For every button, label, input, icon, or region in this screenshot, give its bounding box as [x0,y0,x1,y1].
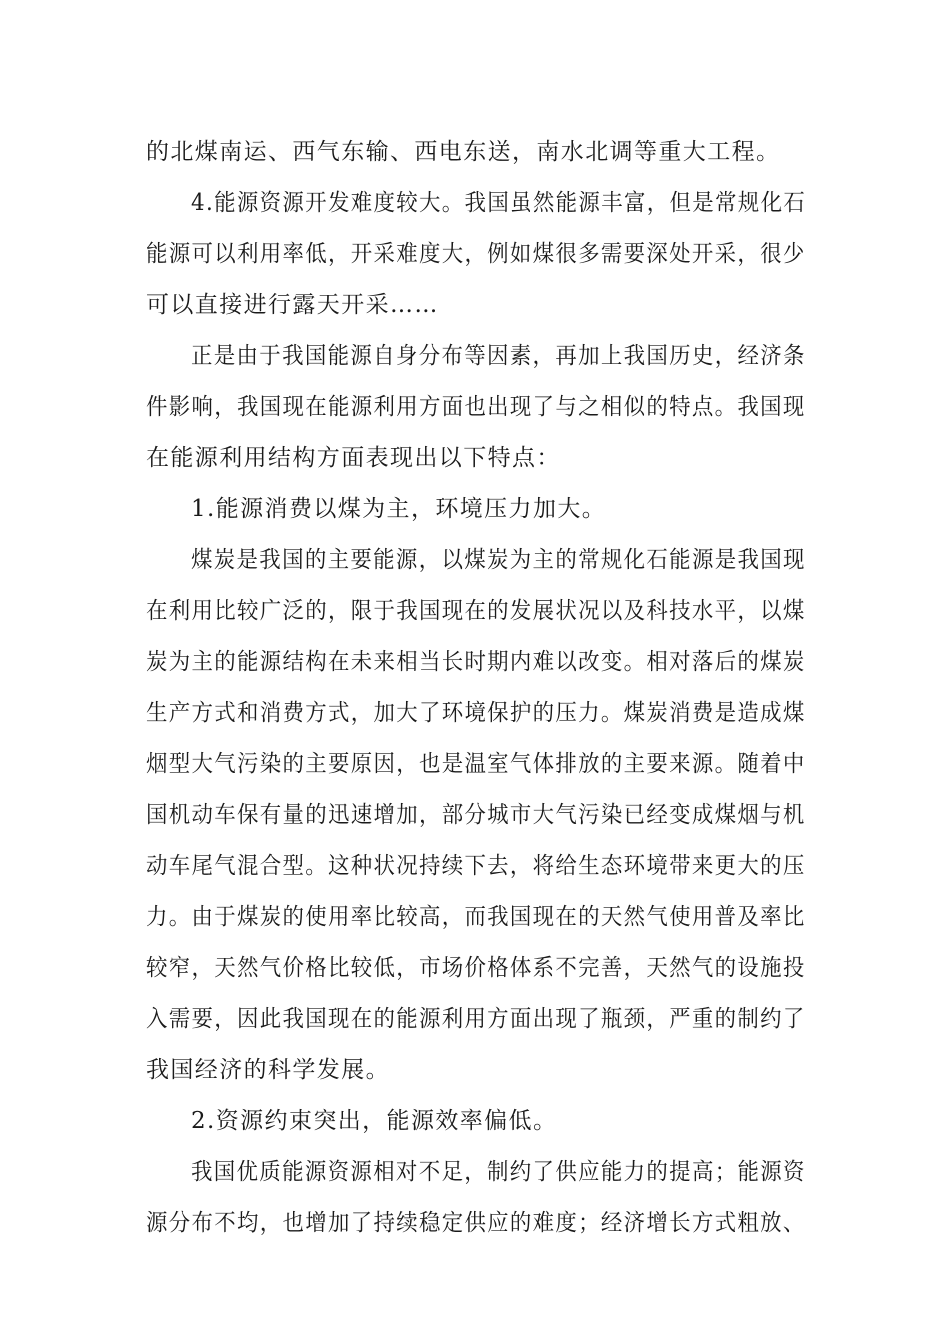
text-line-6: 件影响，我国现在能源利用方面也出现了与之相似的特点。我国现 [146,394,806,420]
text-line-21: 我国优质能源资源相对不足，制约了供应能力的提高；能源资 [191,1159,806,1185]
text-line-8: 1.能源消费以煤为主，环境压力加大。 [191,496,607,522]
text-line-18: 入需要，因此我国现在的能源利用方面出现了瓶颈，严重的制约了 [146,1006,806,1032]
text-line-16: 力。由于煤炭的使用率比较高，而我国现在的天然气使用普及率比 [146,904,806,930]
text-line-22: 源分布不均，也增加了持续稳定供应的难度；经济增长方式粗放、 [146,1210,806,1236]
text-line-13: 烟型大气污染的主要原因，也是温室气体排放的主要来源。随着中 [146,751,806,777]
text-line-20: 2.资源约束突出，能源效率偏低。 [191,1108,558,1134]
text-line-19: 我国经济的科学发展。 [146,1057,390,1083]
text-line-5: 正是由于我国能源自身分布等因素，再加上我国历史，经济条 [191,343,806,369]
text-line-11: 炭为主的能源结构在未来相当长时期内难以改变。相对落后的煤炭 [146,649,806,675]
text-line-12: 生产方式和消费方式，加大了环境保护的压力。煤炭消费是造成煤 [146,700,806,726]
text-line-7: 在能源利用结构方面表现出以下特点： [146,445,561,471]
text-line-14: 国机动车保有量的迅速增加，部分城市大气污染已经变成煤烟与机 [146,802,806,828]
text-line-15: 动车尾气混合型。这种状况持续下去，将给生态环境带来更大的压 [146,853,806,879]
text-line-1: 的北煤南运、西气东输、西电东送，南水北调等重大工程。 [146,139,781,165]
text-line-4: 可以直接进行露天开采…… [146,292,439,318]
text-line-2: 4.能源资源开发难度较大。我国虽然能源丰富，但是常规化石 [191,190,807,216]
text-line-10: 在利用比较广泛的，限于我国现在的发展状况以及科技水平，以煤 [146,598,806,624]
text-line-17: 较窄，天然气价格比较低，市场价格体系不完善，天然气的设施投 [146,955,806,981]
text-line-3: 能源可以利用率低，开采难度大，例如煤很多需要深处开采，很少 [146,241,806,267]
text-line-9: 煤炭是我国的主要能源，以煤炭为主的常规化石能源是我国现 [191,547,806,573]
